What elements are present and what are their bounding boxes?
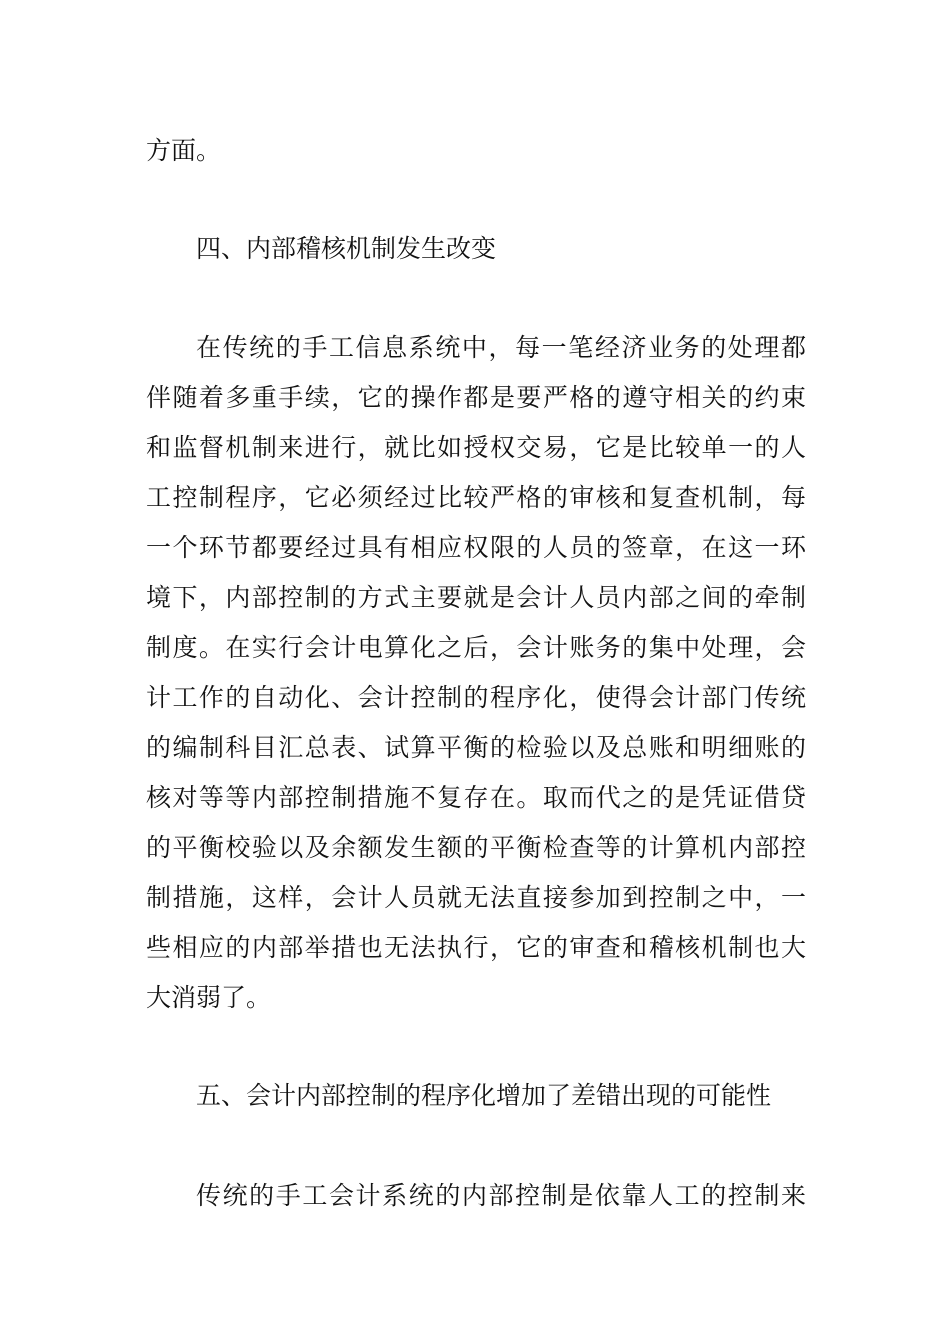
- paragraph-line: 工控制程序，它必须经过比较严格的审核和复查机制，每: [146, 483, 806, 512]
- paragraph-fragment: 方面。: [146, 136, 222, 165]
- paragraph-line: 一个环节都要经过具有相应权限的人员的签章，在这一环: [146, 533, 806, 562]
- paragraph-line: 传统的手工会计系统的内部控制是依靠人工的控制来: [196, 1181, 806, 1210]
- paragraph-line: 和监督机制来进行，就比如授权交易，它是比较单一的人: [146, 433, 806, 462]
- paragraph-line: 制度。在实行会计电算化之后，会计账务的集中处理，会: [146, 633, 806, 662]
- paragraph-line: 些相应的内部举措也无法执行，它的审查和稽核机制也大: [146, 933, 806, 962]
- paragraph-line: 境下，内部控制的方式主要就是会计人员内部之间的牵制: [146, 583, 806, 612]
- paragraph-line: 计工作的自动化、会计控制的程序化，使得会计部门传统: [146, 683, 806, 712]
- section-heading-4: 四、内部稽核机制发生改变: [196, 234, 497, 263]
- paragraph-line: 在传统的手工信息系统中，每一笔经济业务的处理都: [196, 333, 806, 362]
- section-heading-5: 五、会计内部控制的程序化增加了差错出现的可能性: [196, 1081, 772, 1110]
- paragraph-line: 的编制科目汇总表、试算平衡的检验以及总账和明细账的: [146, 733, 806, 762]
- paragraph-line: 大消弱了。: [146, 983, 272, 1012]
- paragraph-line: 制措施，这样，会计人员就无法直接参加到控制之中，一: [146, 883, 806, 912]
- paragraph-line: 伴随着多重手续，它的操作都是要严格的遵守相关的约束: [146, 383, 806, 412]
- paragraph-line: 的平衡校验以及余额发生额的平衡检查等的计算机内部控: [146, 833, 806, 862]
- paragraph-line: 核对等等内部控制措施不复存在。取而代之的是凭证借贷: [146, 783, 806, 812]
